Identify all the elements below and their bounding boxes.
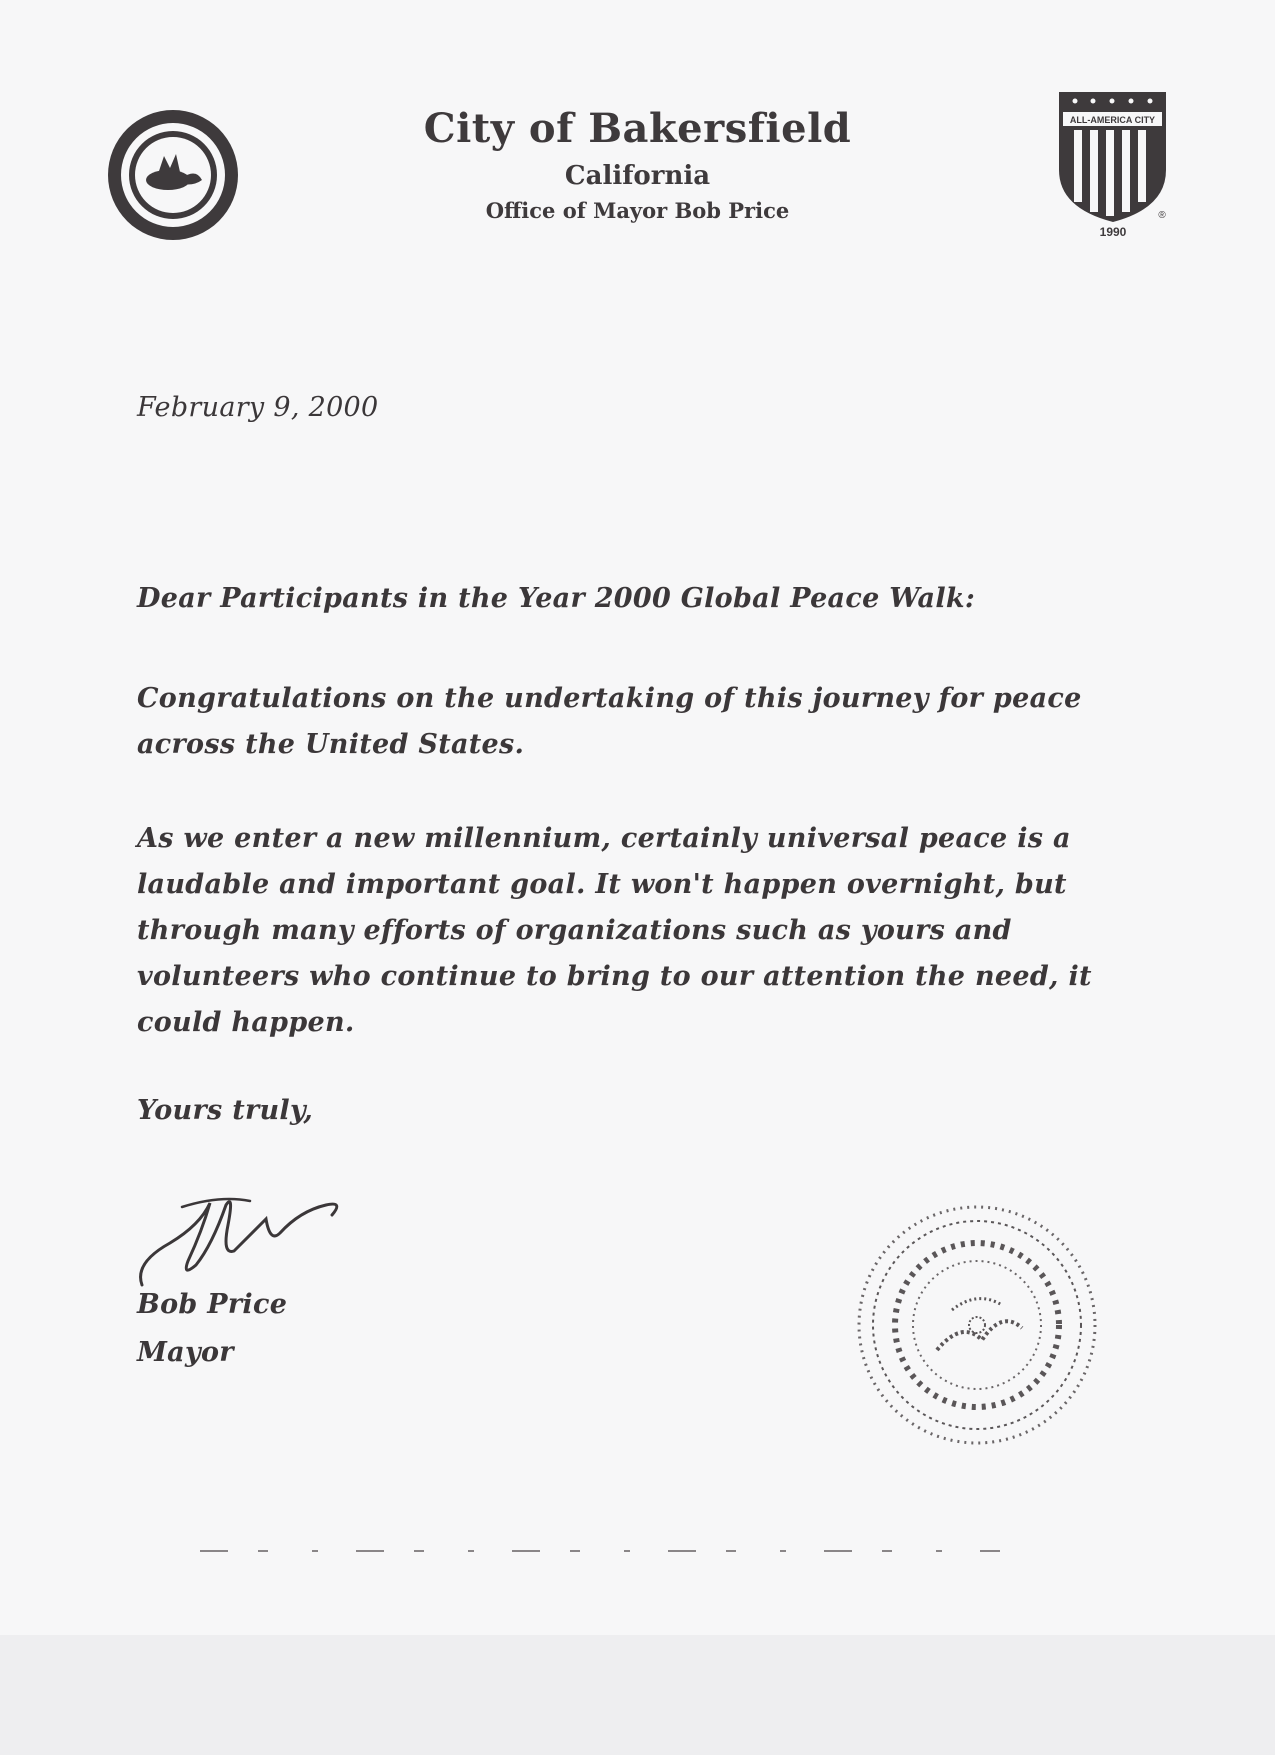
shield-year: 1990 xyxy=(1099,225,1127,239)
handwritten-signature xyxy=(130,1185,390,1295)
embossed-city-seal xyxy=(852,1200,1102,1450)
scan-bottom-margin xyxy=(0,1635,1275,1755)
all-america-city-shield-icon xyxy=(1055,90,1170,240)
letter-paragraph-2: As we enter a new millennium, certainly universal peace is a laudable and important goal. It won't happen overnight, but through many efforts of organizations such as yours and volunteers who continue to bring to our attention the need, it could happen. xyxy=(137,823,1092,1038)
letter-salutation: Dear Participants in the Year 2000 Global Peace Walk: xyxy=(137,583,976,614)
shield-mark: ® xyxy=(1158,210,1166,221)
letterhead-state: California xyxy=(564,161,711,191)
signer-name: Bob Price xyxy=(137,1289,288,1320)
letter-closing: Yours truly, xyxy=(137,1095,314,1126)
signer-title: Mayor xyxy=(137,1337,234,1368)
letter-paragraph-1: Congratulations on the undertaking of this journey for peace across the United States. xyxy=(137,683,1082,760)
letterhead-office: Office of Mayor Bob Price xyxy=(485,198,790,223)
shield-label: ALL-AMERICA CITY xyxy=(1069,115,1156,125)
footer-rule xyxy=(200,1548,1000,1554)
letter-date: February 9, 2000 xyxy=(137,392,379,423)
letterhead-city: City of Bakersfield xyxy=(423,105,852,152)
